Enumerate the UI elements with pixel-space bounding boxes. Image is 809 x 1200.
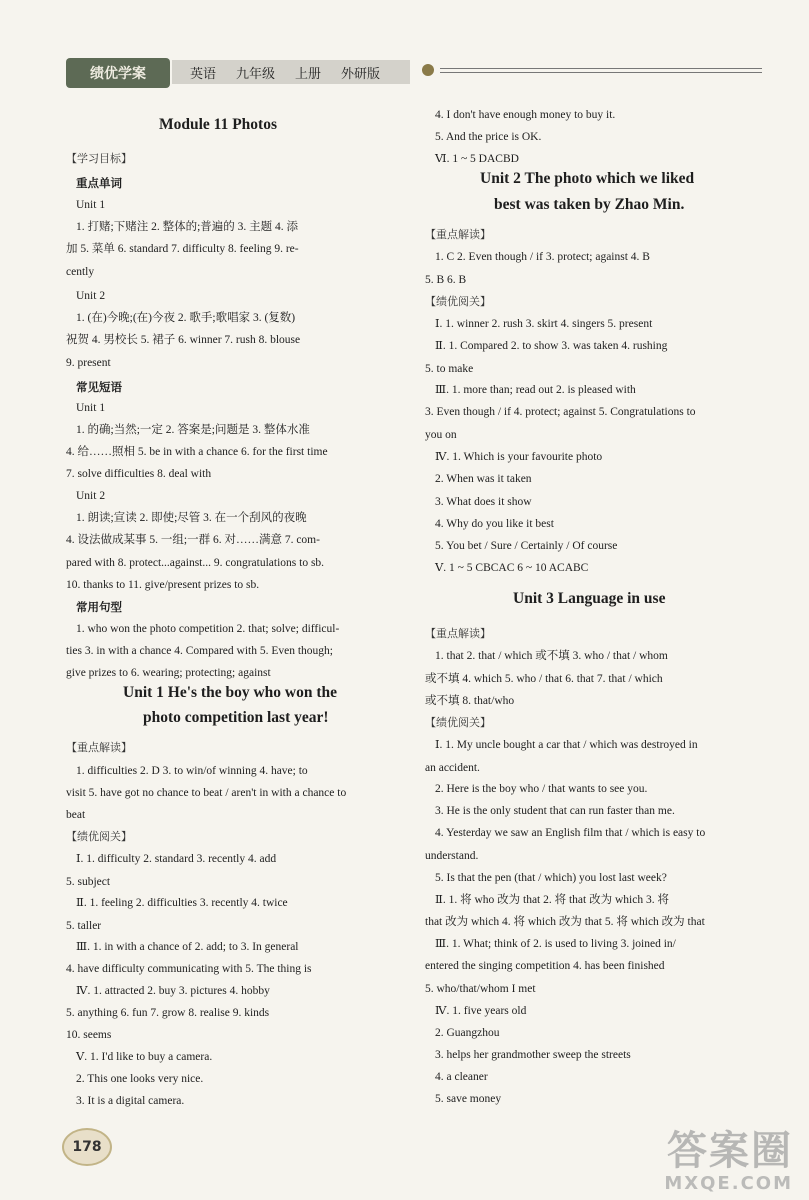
watermark-logo-text: 答案圈 <box>667 1128 793 1174</box>
right-line: 3. Even though / if 4. protect; against 5. Congratulations to <box>425 406 696 418</box>
flower-ornament-icon <box>422 64 434 76</box>
right-line: 或不填 4. which 5. who / that 6. that 7. that / which <box>425 673 663 685</box>
left-line: ties 3. in with a chance 4. Compared with 5. Even though; <box>66 645 333 657</box>
left-line: Unit 1 He's the boy who won the <box>123 684 338 701</box>
right-line: Ⅲ. 1. What; think of 2. is used to living 3. joined in/ <box>435 938 676 950</box>
right-line: 5. to make <box>425 363 474 375</box>
left-line: 常用句型 <box>76 600 122 614</box>
publisher-label: 外研版 <box>341 66 381 82</box>
left-line: Ⅴ. 1. I'd like to buy a camera. <box>76 1051 213 1063</box>
left-line: 【学习目标】 <box>66 152 132 165</box>
right-line: 5. Is that the pen (that / which) you lost last week? <box>435 872 667 884</box>
page-header <box>0 0 809 100</box>
left-line: beat <box>66 809 86 821</box>
right-line: 5. And the price is OK. <box>435 131 542 143</box>
right-line: that 改为 which 4. 将 which 改为 that 5. 将 which 改为 that <box>425 916 705 928</box>
left-line: Unit 1 <box>76 402 106 414</box>
left-line: Ⅰ. 1. difficulty 2. standard 3. recently 4. add <box>76 853 277 865</box>
right-line: 4. a cleaner <box>435 1071 488 1083</box>
volume-label: 上册 <box>295 66 322 82</box>
left-line: visit 5. have got no chance to beat / aren't in with a chance to <box>66 787 347 799</box>
left-line: 7. solve difficulties 8. deal with <box>66 468 212 480</box>
left-line: Ⅲ. 1. in with a chance of 2. add; to 3. In general <box>76 941 299 953</box>
left-line: 1. 的确;当然;一定 2. 答案是;问题是 3. 整体水准 <box>76 424 310 436</box>
right-line: you on <box>425 429 457 441</box>
left-line: 5. taller <box>66 920 102 932</box>
left-line: 1. 朗读;宣读 2. 即使;尽管 3. 在一个刮风的夜晚 <box>76 512 307 524</box>
right-line: 2. Guangzhou <box>435 1027 500 1039</box>
left-line: Module 11 Photos <box>159 116 277 133</box>
right-line: 5. save money <box>435 1093 502 1105</box>
right-line: Ⅲ. 1. more than; read out 2. is pleased with <box>435 384 636 396</box>
right-line: Ⅰ. 1. My uncle bought a car that / which was destroyed in <box>435 739 698 751</box>
right-line: 4. Yesterday we saw an English film that / which is easy to <box>435 827 706 839</box>
right-line: 1. that 2. that / which 或不填 3. who / that / whom <box>435 650 668 662</box>
left-line: 祝贺 4. 男校长 5. 裙子 6. winner 7. rush 8. blouse <box>66 334 301 346</box>
right-line: understand. <box>425 850 479 862</box>
right-line: 2. Here is the boy who / that wants to see you. <box>435 783 648 795</box>
left-line: 5. subject <box>66 876 111 888</box>
left-line: 1. (在)今晚;(在)今夜 2. 歌手;歌唱家 3. (复数) <box>76 312 296 324</box>
right-line: Unit 3 Language in use <box>513 590 666 607</box>
left-line: 4. 给……照相 5. be in with a chance 6. for the first time <box>66 446 328 458</box>
header-rule-top <box>440 68 762 69</box>
right-line: an accident. <box>425 762 480 774</box>
right-line: Ⅳ. 1. Which is your favourite photo <box>435 451 603 463</box>
left-line: 4. 设法做成某事 5. 一组;一群 6. 对……满意 7. com- <box>66 534 320 546</box>
left-line: 1. who won the photo competition 2. that; solve; difficul- <box>76 623 340 635</box>
right-line: 2. When was it taken <box>435 473 532 485</box>
series-badge: 绩优学案 <box>66 58 170 88</box>
right-line: 5. B 6. B <box>425 274 467 286</box>
left-line: 重点单词 <box>76 176 122 190</box>
left-line: 5. anything 6. fun 7. grow 8. realise 9. kinds <box>66 1007 270 1019</box>
right-line: Ⅱ. 1. Compared 2. to show 3. was taken 4. rushing <box>435 340 668 352</box>
left-line: give prizes to 6. wearing; protecting; against <box>66 667 271 679</box>
left-line: 【绩优阅关】 <box>66 830 132 843</box>
left-line: 9. present <box>66 357 111 369</box>
right-line: 【绩优阅关】 <box>425 295 491 308</box>
left-line: 常见短语 <box>76 380 122 394</box>
right-line: 5. You bet / Sure / Certainly / Of course <box>435 540 618 552</box>
left-line: cently <box>66 266 95 278</box>
right-line: 4. Why do you like it best <box>435 518 554 530</box>
left-line: 10. seems <box>66 1029 112 1041</box>
left-line: Unit 2 <box>76 490 106 502</box>
left-line: 1. 打赌;下赌注 2. 整体的;普遍的 3. 主题 4. 添 <box>76 221 299 233</box>
right-line: 【重点解读】 <box>425 627 491 640</box>
right-line: 5. who/that/whom I met <box>425 983 536 995</box>
right-line: Ⅳ. 1. five years old <box>435 1005 527 1017</box>
right-line: 3. What does it show <box>435 496 532 508</box>
watermark-logo <box>664 1129 793 1194</box>
left-line: Ⅳ. 1. attracted 2. buy 3. pictures 4. hobby <box>76 985 270 997</box>
grade-label: 九年级 <box>236 66 276 82</box>
left-line: Unit 2 <box>76 290 106 302</box>
left-line: 3. It is a digital camera. <box>76 1095 185 1107</box>
right-line: 【绩优阅关】 <box>425 716 491 729</box>
right-line: 4. I don't have enough money to buy it. <box>435 109 616 121</box>
right-line: Ⅰ. 1. winner 2. rush 3. skirt 4. singers 5. present <box>435 318 653 330</box>
right-line: 3. helps her grandmother sweep the streets <box>435 1049 631 1061</box>
book-info-band <box>172 60 410 84</box>
right-line: 1. C 2. Even though / if 3. protect; against 4. B <box>435 251 650 263</box>
left-line: 【重点解读】 <box>66 741 132 754</box>
right-line: Unit 2 The photo which we liked <box>480 170 695 187</box>
left-line: 10. thanks to 11. give/present prizes to sb. <box>66 579 260 591</box>
left-line: pared with 8. protect...against... 9. congratulations to sb. <box>66 557 325 569</box>
header-rule-bottom <box>440 72 762 73</box>
right-line: Ⅴ. 1 ~ 5 CBCAC 6 ~ 10 ACABC <box>435 562 589 574</box>
left-line: 加 5. 菜单 6. standard 7. difficulty 8. feeling 9. re- <box>66 243 299 255</box>
right-line: best was taken by Zhao Min. <box>494 196 685 213</box>
page-number: 178 <box>62 1128 112 1166</box>
left-line: Unit 1 <box>76 199 106 211</box>
left-line: 1. difficulties 2. D 3. to win/of winning 4. have; to <box>76 765 308 777</box>
right-line: Ⅵ. 1 ~ 5 DACBD <box>435 153 519 165</box>
left-line: Ⅱ. 1. feeling 2. difficulties 3. recently 4. twice <box>76 897 288 909</box>
subject-label: 英语 <box>190 66 217 82</box>
right-line: 【重点解读】 <box>425 228 491 241</box>
left-line: photo competition last year! <box>143 709 329 726</box>
watermark-site: MXQE.COM <box>664 1173 793 1194</box>
left-line: 4. have difficulty communicating with 5. The thing is <box>66 963 312 975</box>
right-line: 3. He is the only student that can run faster than me. <box>435 805 675 817</box>
right-line: Ⅱ. 1. 将 who 改为 that 2. 将 that 改为 which 3. 将 <box>435 894 669 906</box>
right-line: entered the singing competition 4. has been finished <box>425 960 665 972</box>
right-line: 或不填 8. that/who <box>425 695 515 707</box>
left-line: 2. This one looks very nice. <box>76 1073 204 1085</box>
